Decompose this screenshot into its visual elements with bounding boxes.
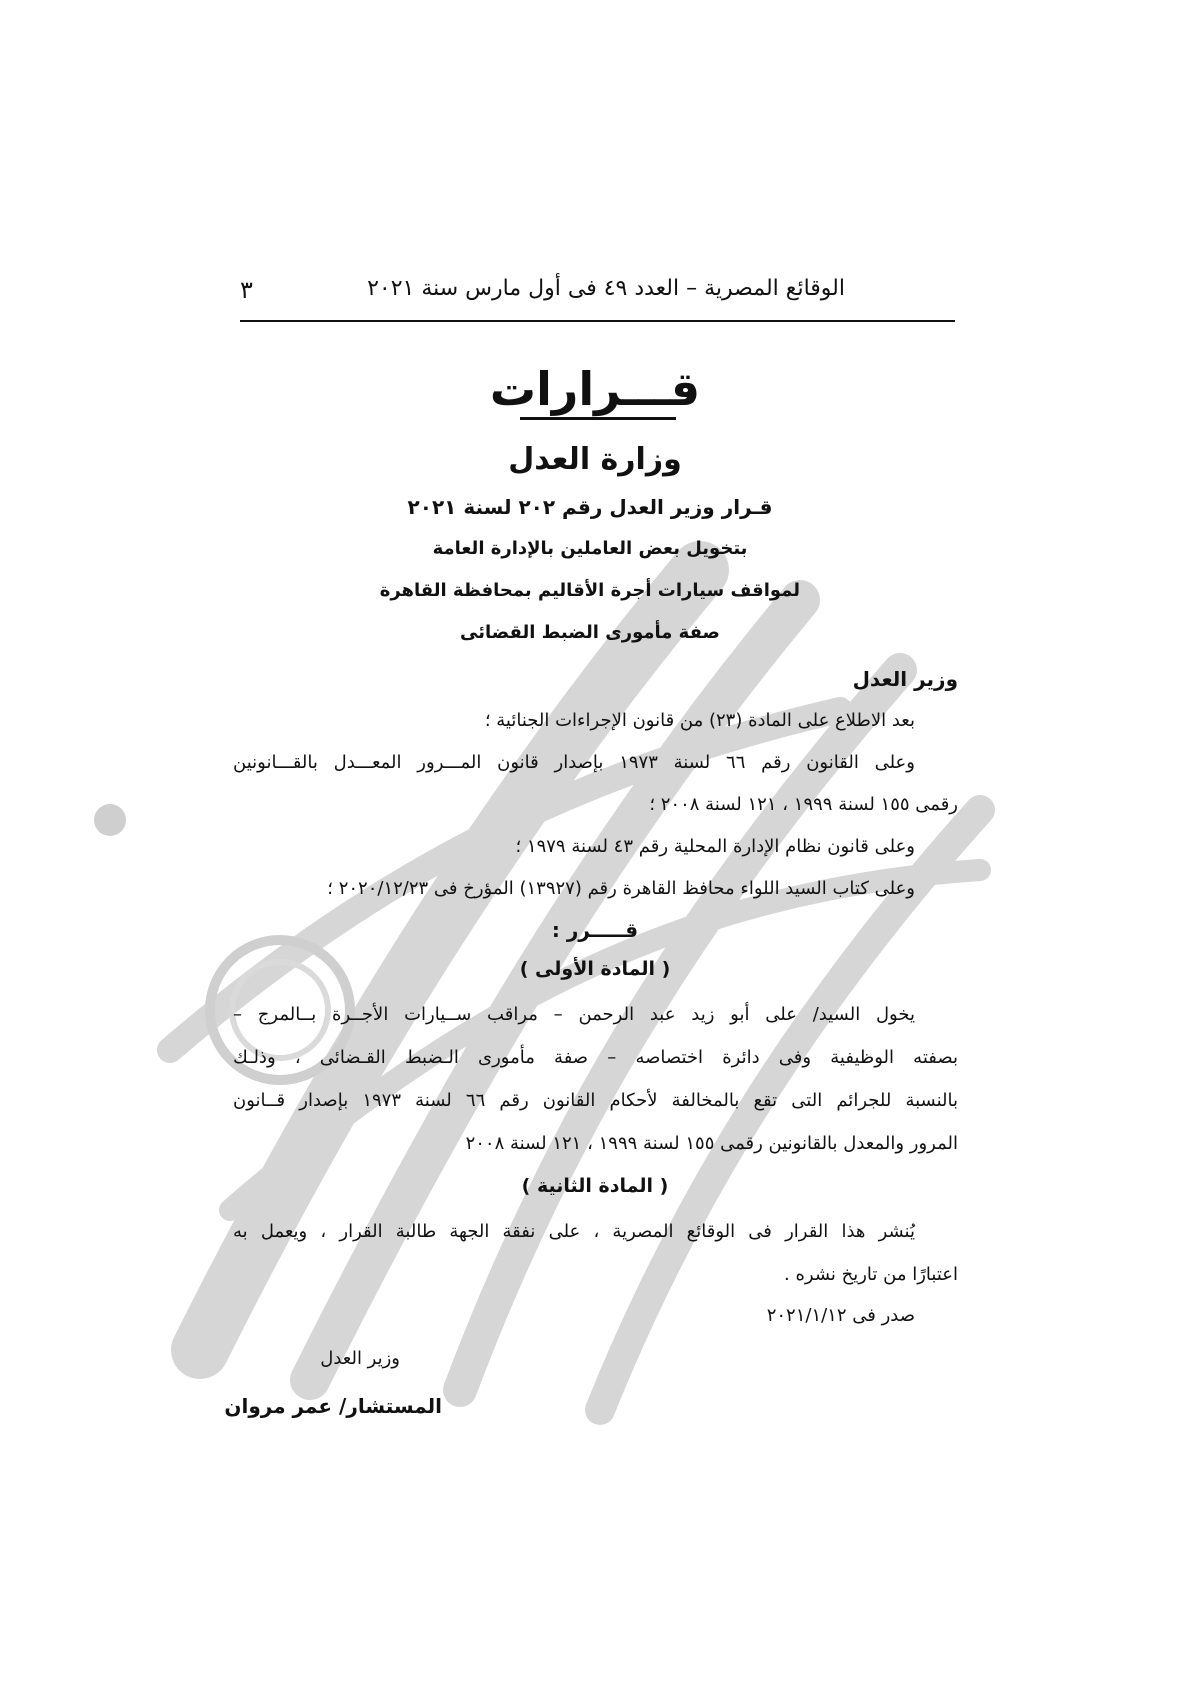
- header-divider: [240, 320, 955, 322]
- section-title-underline: [520, 417, 676, 420]
- issue-date: صدر فى ٢٠٢١/١/١٢: [766, 1305, 915, 1326]
- preamble-line: بعد الاطلاع على المادة (٢٣) من قانون الإجراءات الجنائية ؛: [484, 710, 915, 731]
- preamble-line: وعلى القانون رقم ٦٦ لسنة ١٩٧٣ بإصدار قانون المـــرور المعـــدل بالقـــانونين: [233, 752, 915, 773]
- gazette-header-title: الوقائع المصرية – العدد ٤٩ فى أول مارس سنة ٢٠٢١: [367, 276, 845, 301]
- section-title: قـــرارات: [489, 362, 701, 416]
- article-2-line: اعتبارًا من تاريخ نشره .: [784, 1264, 958, 1285]
- preamble-heading: وزير العدل: [852, 667, 958, 691]
- signature-name: المستشار/ عمر مروان: [224, 1394, 442, 1418]
- article-1-heading: ( المادة الأولى ): [519, 958, 671, 980]
- decree-title: قـرار وزير العدل رقم ٢٠٢ لسنة ٢٠٢١: [407, 495, 773, 519]
- preamble-line: وعلى كتاب السيد اللواء محافظ القاهرة رقم (١٣٩٢٧) المؤرخ فى ٢٠٢٠/١٢/٢٣ ؛: [327, 878, 915, 899]
- article-2-line: يُنشر هذا القرار فى الوقائع المصرية ، على نفقة الجهة طالبة القرار ، ويعمل به: [233, 1221, 915, 1242]
- article-1-line: بالنسبة للجرائم التى تقع بالمخالفة لأحكام القانون رقم ٦٦ لسنة ١٩٧٣ بإصدار قــانون: [233, 1090, 958, 1111]
- ministry-name: وزارة العدل: [508, 442, 682, 477]
- decree-subtitle-line: بتخويل بعض العاملين بالإدارة العامة: [432, 538, 748, 559]
- decree-subtitle-line: صفة مأمورى الضبط القضائى: [460, 622, 720, 643]
- article-1-line: بصفته الوظيفية وفى دائرة اختصاصه – صفة مأمورى الـضبط القـضائى ، وذلـك: [233, 1047, 958, 1068]
- decree-subtitle-line: لمواقف سيارات أجرة الأقاليم بمحافظة القاهرة: [379, 580, 800, 601]
- signature-role: وزير العدل: [320, 1348, 400, 1369]
- preamble-line: وعلى قانون نظام الإدارة المحلية رقم ٤٣ لسنة ١٩٧٩ ؛: [515, 836, 915, 857]
- article-1-line: يخول السيد/ على أبو زيد عبد الرحمن – مراقب ســيارات الأجــرة بــالمرج –: [233, 1004, 915, 1025]
- preamble-line: رقمى ١٥٥ لسنة ١٩٩٩ ، ١٢١ لسنة ٢٠٠٨ ؛: [649, 794, 958, 815]
- page-number: ٣: [240, 276, 253, 304]
- article-1-line: المرور والمعدل بالقانونين رقمى ١٥٥ لسنة ١٩٩٩ ، ١٢١ لسنة ٢٠٠٨: [465, 1133, 958, 1154]
- article-2-heading: ( المادة الثانية ): [521, 1175, 669, 1197]
- decides-label: قـــــرر :: [551, 918, 639, 942]
